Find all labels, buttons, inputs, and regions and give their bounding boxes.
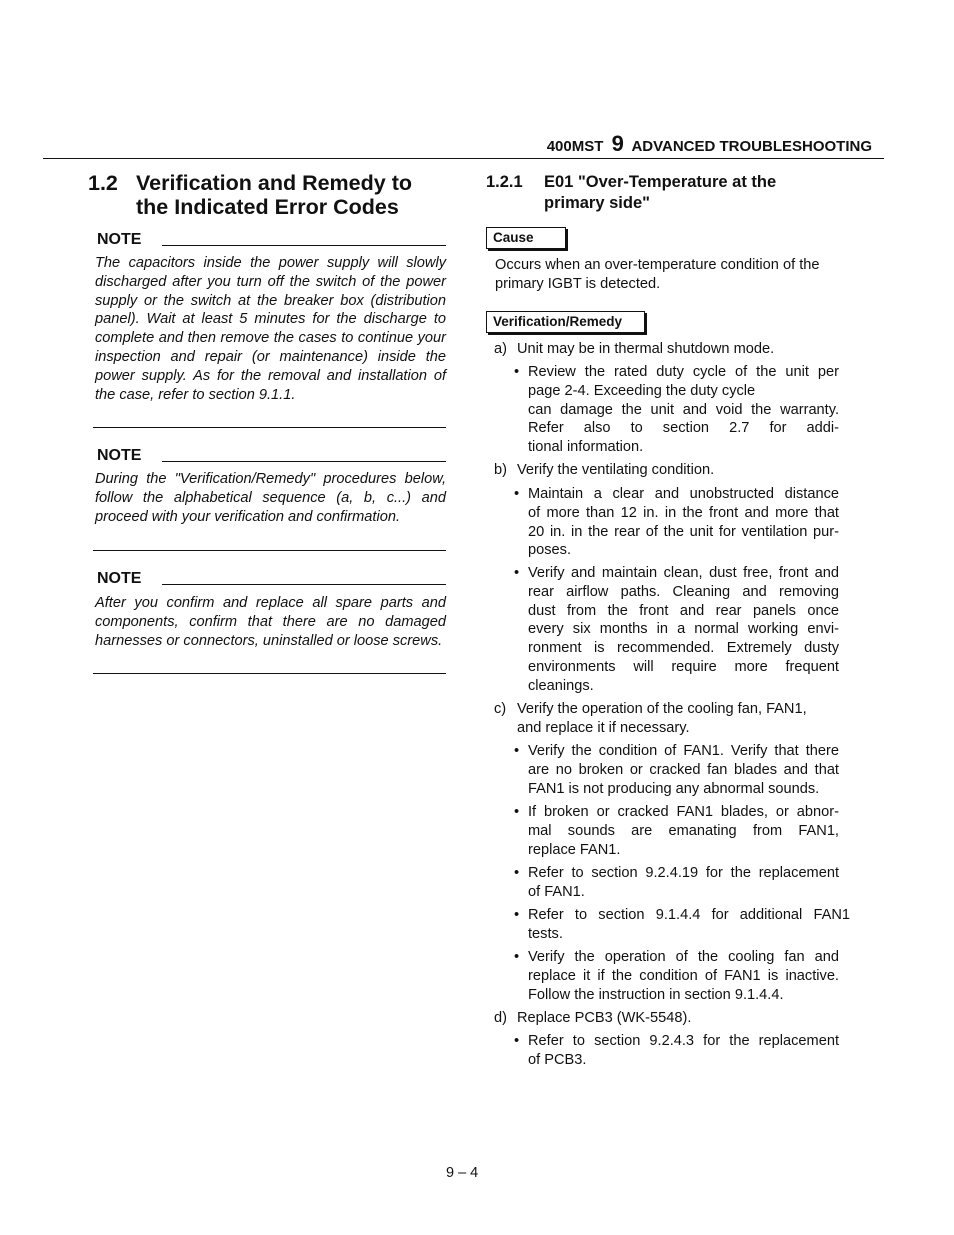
section-title: [88, 171, 412, 219]
note-3-head-rule: [162, 584, 446, 585]
bullet-line: ronment is recommended. Extremely dusty: [528, 640, 839, 657]
bullet-line: Refer also to section 2.7 for addi-: [528, 420, 839, 437]
subsection-number: 1.2.1: [486, 173, 523, 191]
bullet-line: Follow the instruction in section 9.1.4.4.: [528, 986, 784, 1003]
header-chapter-number: 9: [611, 131, 624, 156]
note-2-label: NOTE: [97, 447, 142, 464]
bullet-line: Refer to section 9.2.4.19 for the replacement: [528, 865, 839, 881]
note-2-text: During the "Verification/Remedy" procedures below, follow the alphabetical sequence (a, b, c...) and proceed with your verification and confirmation.: [95, 471, 446, 525]
bullet-line: tests.: [528, 925, 563, 942]
step-text: Verify the operation of the cooling fan, FAN1,: [517, 701, 807, 717]
step-text: and replace it if necessary.: [517, 719, 690, 736]
bullet-line: cleanings.: [528, 677, 594, 694]
note-2-bottom-rule: [93, 550, 446, 551]
bullet-line: rear airflow paths. Cleaning and removing: [528, 583, 839, 600]
bullet-dot-icon: •: [514, 743, 520, 759]
bullet-dot-icon: •: [514, 907, 520, 923]
bullet-line: environments will require more frequent: [528, 658, 839, 675]
bullet-line: can damage the unit and void the warranty.: [528, 401, 839, 418]
section-number: 1.2: [88, 171, 118, 195]
cause-text-line-1: Occurs when an over-temperature condition of the: [495, 257, 820, 273]
cause-label: Cause: [493, 230, 534, 245]
step-label: a): [494, 341, 507, 357]
note-3-text: After you confirm and replace all spare parts and components, confirm that there are no damaged harnesses or connectors, uninstalled or loose screws.: [95, 595, 446, 649]
bullet-dot-icon: •: [514, 364, 520, 380]
section-title-line-2: the Indicated Error Codes: [136, 195, 399, 219]
subsection-title-line-2: primary side": [544, 194, 650, 212]
bullet-dot-icon: •: [514, 949, 520, 965]
bullet-line: Verify the condition of FAN1. Verify that there: [528, 743, 839, 759]
step-label: d): [494, 1010, 507, 1026]
step-label: c): [494, 701, 507, 717]
remedy-label-box: [486, 311, 645, 333]
bullet-line: Refer to section 9.1.4.4 for additional FAN1: [528, 907, 850, 923]
bullet-line: of FAN1.: [528, 883, 585, 900]
page-number: 9 – 4: [446, 1165, 479, 1181]
cause-label-box: [486, 227, 566, 249]
note-1-bottom-rule: [93, 427, 446, 428]
step-a: [494, 340, 834, 359]
step-label: b): [494, 462, 507, 478]
bullet-line: are no broken or cracked fan blades and that: [528, 761, 839, 778]
step-text: Unit may be in thermal shutdown mode.: [517, 341, 775, 357]
bullet-line: replace it if the condition of FAN1 is inactive.: [528, 967, 839, 984]
bullet-dot-icon: •: [514, 804, 520, 820]
cause-text-line-2: primary IGBT is detected.: [495, 276, 661, 292]
bullet-dot-icon: •: [514, 486, 520, 502]
bullet-line: of more than 12 in. in the front and more that: [528, 504, 839, 521]
note-3-bottom-rule: [93, 673, 446, 674]
bullet-line: Maintain a clear and unobstructed distance: [528, 486, 839, 502]
bullet-dot-icon: •: [514, 565, 520, 581]
bullet-line: If broken or cracked FAN1 blades, or abnor-: [528, 804, 839, 820]
bullet-line: Verify and maintain clean, dust free, front and: [528, 565, 839, 581]
step-text: Replace PCB3 (WK-5548).: [517, 1010, 692, 1026]
bullet-line: Refer to section 9.2.4.3 for the replacement: [528, 1033, 839, 1049]
header-rule: [43, 158, 884, 159]
section-title-line-1: Verification and Remedy to: [136, 171, 412, 195]
subsection-title: [486, 172, 776, 214]
note-1-head-rule: [162, 245, 446, 246]
bullet-line: poses.: [528, 542, 571, 559]
step-b: [494, 461, 834, 480]
step-text: Verify the ventilating condition.: [517, 462, 715, 478]
bullet-line: page 2-4. Exceeding the duty cycle: [528, 382, 756, 399]
bullet-line: of PCB3.: [528, 1051, 587, 1068]
bullet-line: Review the rated duty cycle of the unit per: [528, 364, 839, 380]
remedy-label: Verification/Remedy: [493, 314, 623, 329]
note-3-label: NOTE: [97, 570, 142, 587]
step-c: [494, 700, 834, 738]
running-header: [547, 131, 872, 157]
bullet-line: mal sounds are emanating from FAN1,: [528, 822, 839, 839]
bullet-dot-icon: •: [514, 1033, 520, 1049]
header-model: 400MST: [546, 138, 604, 155]
bullet-line: FAN1 is not producing any abnormal sounds.: [528, 780, 820, 797]
bullet-line: replace FAN1.: [528, 841, 621, 858]
subsection-title-line-1: E01 "Over-Temperature at the: [544, 173, 777, 191]
note-2-head-rule: [162, 461, 446, 462]
step-d: [494, 1009, 834, 1028]
bullet-dot-icon: •: [514, 865, 520, 881]
bullet-line: tional information.: [528, 439, 644, 456]
note-1-text: The capacitors inside the power supply will slowly discharged after you turn off the switch of the power supply or the switch at the breaker box (distribution panel). Wait at least 5 minutes for the discharge to complete and then remove the cases to continue your inspection and repair (or maintenance) inside the power supply. As for the removal and installation of the case, refer to section 9.1.1.: [95, 255, 446, 403]
header-chapter-title: ADVANCED TROUBLESHOOTING: [631, 138, 872, 155]
note-1-label: NOTE: [97, 231, 142, 248]
bullet-line: 20 in. in the rear of the unit for ventilation pur-: [528, 523, 839, 540]
bullet-line: every six months in a normal working envi-: [528, 621, 839, 638]
bullet-line: dust from the front and rear panels once: [528, 602, 839, 619]
bullet-line: Verify the operation of the cooling fan and: [528, 949, 839, 965]
